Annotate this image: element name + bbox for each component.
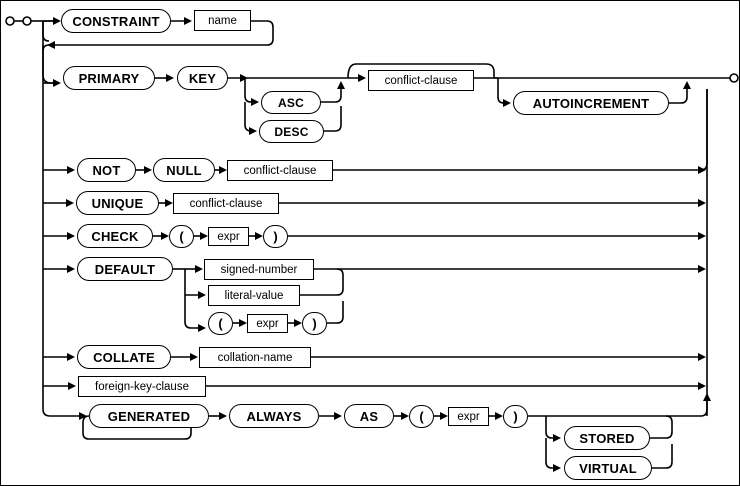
node-foreign-key-clause[interactable] — [78, 376, 206, 397]
node-rparen-default[interactable] — [302, 312, 327, 335]
node-label: COLLATE — [93, 349, 155, 365]
node-label: signed-number — [220, 263, 298, 276]
node-always[interactable] — [229, 404, 319, 428]
node-label: KEY — [188, 70, 217, 86]
node-conflict-clause-notnull[interactable] — [227, 160, 333, 181]
node-asc[interactable] — [261, 91, 321, 114]
node-rparen-check[interactable] — [263, 225, 288, 248]
node-desc[interactable] — [259, 120, 324, 143]
node-virtual[interactable] — [564, 456, 652, 480]
node-label: DEFAULT — [94, 261, 156, 277]
node-label: name — [208, 14, 237, 27]
node-label: ( — [179, 229, 184, 244]
node-label: ASC — [278, 95, 304, 110]
node-label: conflict-clause — [243, 164, 317, 177]
node-label: CHECK — [91, 228, 139, 244]
node-default[interactable] — [77, 257, 173, 281]
node-conflict-clause-unique[interactable] — [173, 193, 279, 214]
node-lparen-check[interactable] — [169, 225, 194, 248]
node-label: ALWAYS — [246, 408, 302, 424]
node-label: expr — [256, 317, 279, 330]
node-primary[interactable] — [63, 66, 155, 90]
node-label: ( — [218, 316, 223, 331]
node-signed-number[interactable] — [204, 259, 314, 280]
node-label: ) — [273, 229, 278, 244]
node-lparen-default[interactable] — [208, 312, 233, 335]
node-expr-check[interactable] — [208, 227, 249, 246]
node-label: NOT — [92, 162, 121, 178]
node-label: AS — [359, 408, 379, 424]
node-conflict-clause-primary[interactable] — [368, 70, 474, 91]
node-label: NULL — [166, 162, 202, 178]
node-label: STORED — [579, 430, 635, 446]
node-label: foreign-key-clause — [95, 380, 189, 393]
node-label: ) — [312, 316, 317, 331]
node-label: VIRTUAL — [579, 460, 637, 476]
node-name[interactable] — [194, 10, 251, 31]
node-expr-default[interactable] — [247, 314, 288, 333]
node-key[interactable] — [177, 66, 228, 90]
node-unique[interactable] — [76, 191, 159, 215]
node-not[interactable] — [77, 158, 136, 182]
node-stored[interactable] — [564, 426, 650, 450]
node-constraint[interactable] — [61, 9, 171, 33]
node-literal-value[interactable] — [208, 285, 300, 306]
node-generated[interactable] — [89, 404, 209, 428]
node-collate[interactable] — [77, 345, 171, 369]
node-check[interactable] — [77, 224, 153, 248]
node-expr-generated[interactable] — [448, 407, 489, 426]
node-label: expr — [457, 410, 480, 423]
node-label: conflict-clause — [189, 197, 263, 210]
node-label: DESC — [274, 124, 309, 139]
node-label: expr — [217, 230, 240, 243]
node-label: UNIQUE — [91, 195, 144, 211]
node-label: AUTOINCREMENT — [532, 95, 650, 111]
node-as[interactable] — [344, 404, 394, 428]
node-label: collation-name — [217, 351, 293, 364]
node-collation-name[interactable] — [199, 347, 311, 368]
node-label: ( — [419, 409, 424, 424]
node-label: ) — [513, 409, 518, 424]
node-null[interactable] — [153, 158, 215, 182]
node-label: GENERATED — [107, 408, 191, 424]
node-label: conflict-clause — [384, 74, 458, 87]
node-label: CONSTRAINT — [72, 13, 160, 29]
node-lparen-generated[interactable] — [409, 405, 434, 428]
node-rparen-generated[interactable] — [503, 405, 528, 428]
node-autoincrement[interactable] — [513, 91, 669, 115]
node-label: PRIMARY — [78, 70, 140, 86]
node-label: literal-value — [224, 289, 284, 302]
